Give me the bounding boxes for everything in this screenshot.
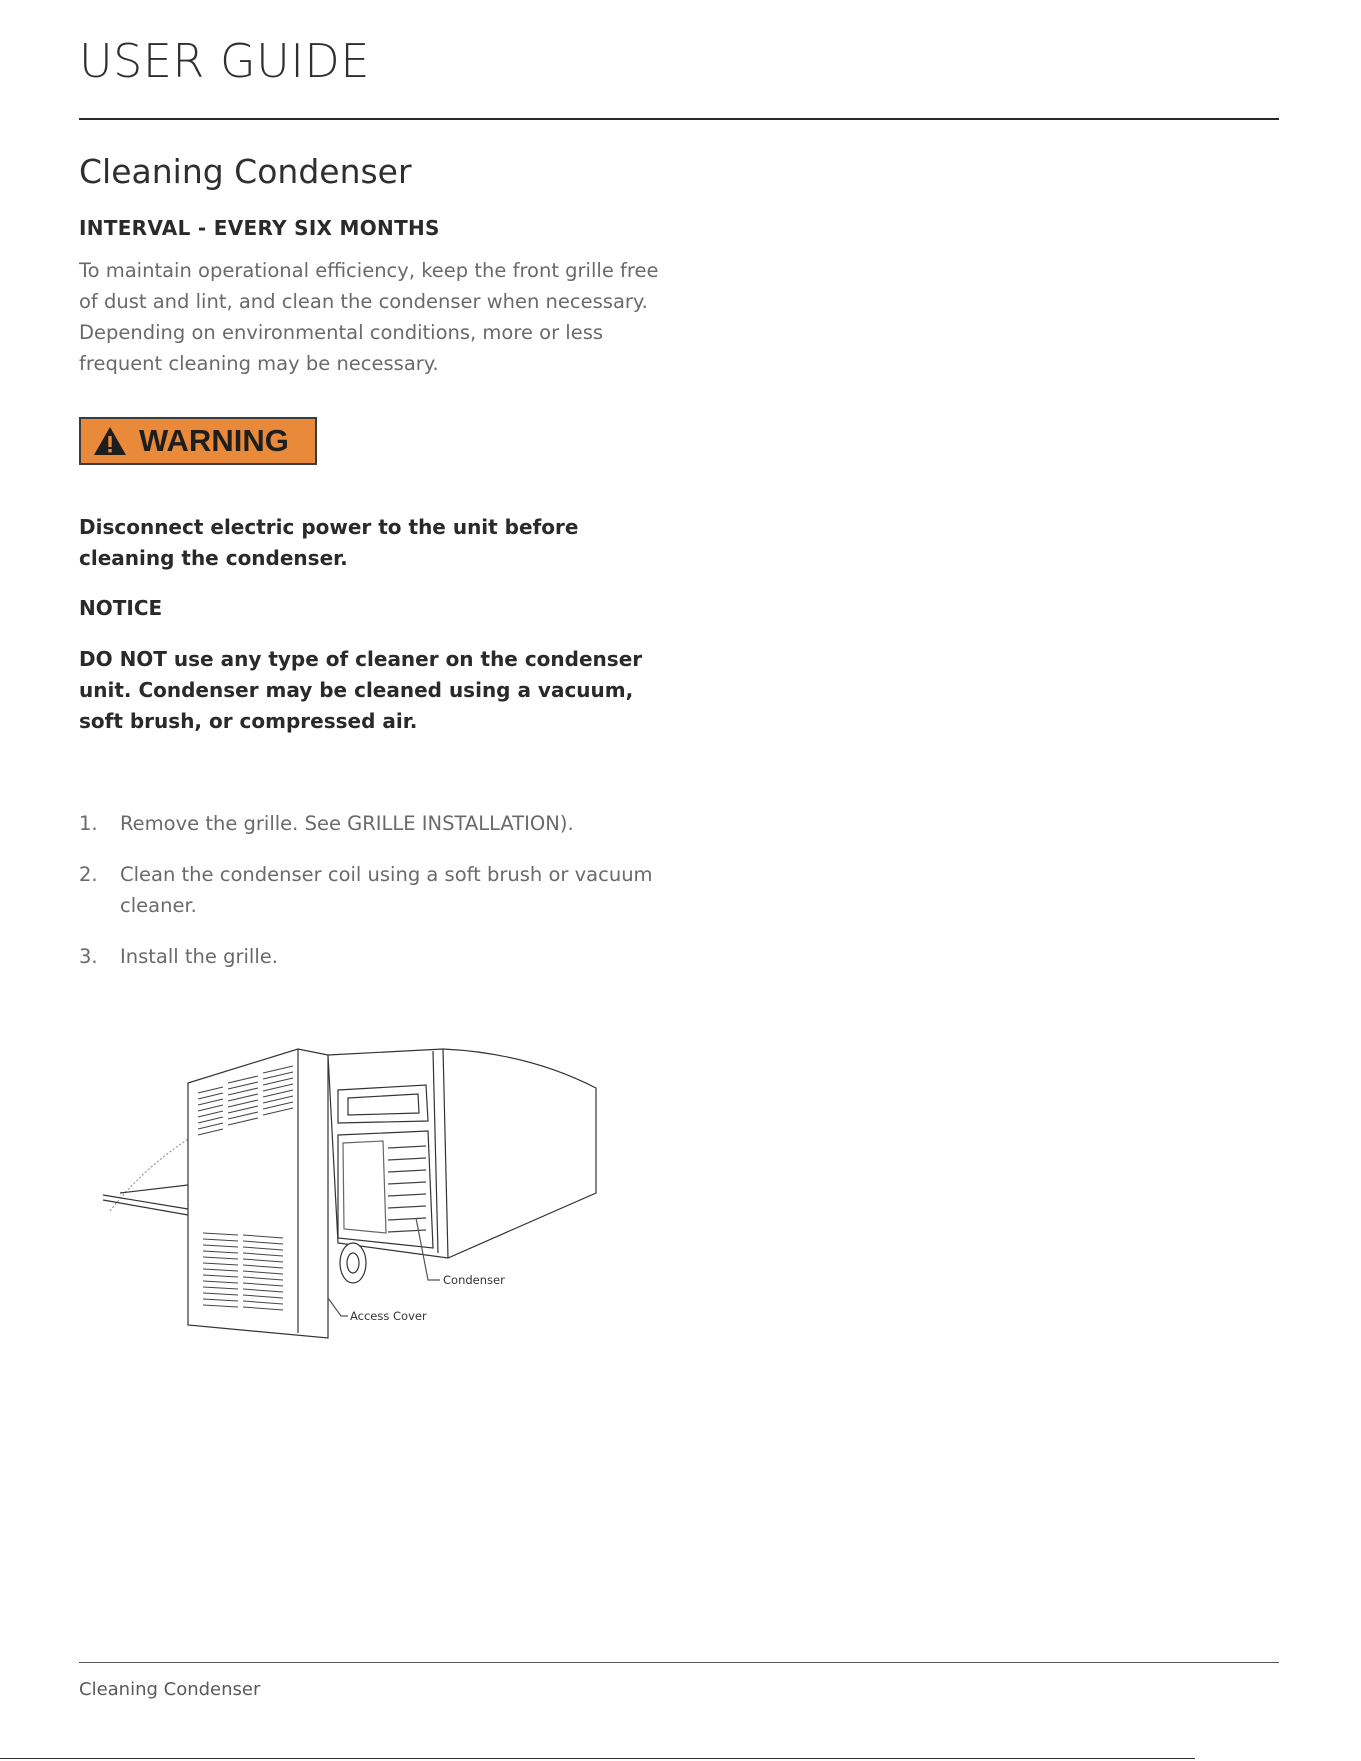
interval-heading: INTERVAL - EVERY SIX MONTHS: [79, 216, 440, 240]
footer-divider: [79, 1662, 1279, 1663]
notice-text-line: unit. Condenser may be cleaned using a vacuum,: [79, 678, 634, 702]
header-divider: [79, 118, 1279, 120]
step-text: [120, 941, 679, 972]
cleaning-steps-list: [79, 808, 679, 992]
step-text: [120, 808, 679, 839]
condenser-label: Condenser: [443, 1273, 505, 1287]
notice-text: [79, 644, 679, 737]
step-text-line: cleaner.: [120, 894, 197, 917]
step-number: 3.: [79, 945, 98, 968]
step-text-line: Install the grille.: [120, 945, 278, 968]
step-number: 2.: [79, 863, 98, 886]
step-number: 1.: [79, 812, 98, 835]
notice-heading-text: NOTICE: [79, 596, 163, 620]
step-text: [120, 859, 679, 921]
section-title: Cleaning Condenser: [79, 152, 412, 191]
notice-heading: [79, 593, 679, 624]
intro-paragraph: [79, 255, 659, 379]
step-text-line: Clean the condenser coil using a soft brush or vacuum: [120, 863, 653, 886]
warning-text-line: Disconnect electric power to the unit before: [79, 515, 579, 539]
access-cover-label: Access Cover: [350, 1309, 427, 1323]
intro-line: frequent cleaning may be necessary.: [79, 352, 439, 375]
list-item: [79, 859, 679, 921]
list-item: [79, 941, 679, 972]
notice-text-line: DO NOT use any type of cleaner on the condenser: [79, 647, 643, 671]
footer-section-name: Cleaning Condenser: [79, 1679, 261, 1700]
warning-triangle-icon: [93, 426, 127, 456]
warning-text: [79, 512, 679, 574]
condenser-illustration: [98, 1043, 608, 1363]
warning-label: WARNING: [139, 423, 289, 458]
warning-text-line: cleaning the condenser.: [79, 546, 348, 570]
intro-line: Depending on environmental conditions, more or less: [79, 321, 604, 344]
page-header-title: USER GUIDE: [79, 34, 370, 88]
page-bottom-rule: [0, 1758, 1195, 1759]
notice-text-line: soft brush, or compressed air.: [79, 709, 418, 733]
warning-badge: [79, 417, 317, 465]
intro-line: To maintain operational efficiency, keep the front grille free: [79, 259, 659, 282]
intro-line: of dust and lint, and clean the condenser when necessary.: [79, 290, 648, 313]
list-item: [79, 808, 679, 839]
step-text-line: Remove the grille. See GRILLE INSTALLATION).: [120, 812, 574, 835]
